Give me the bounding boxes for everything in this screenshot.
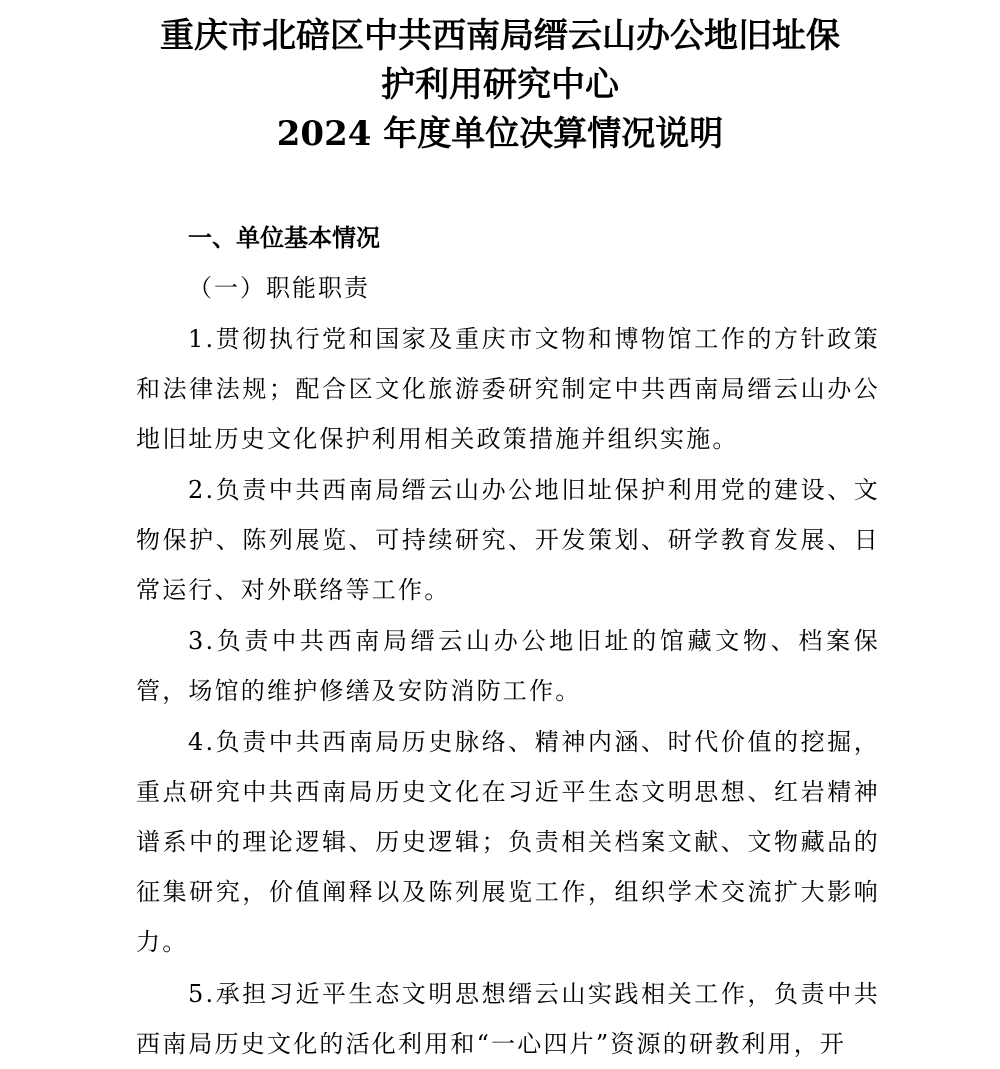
title-line-2: 护利用研究中心 — [381, 65, 619, 105]
paragraph-duty-4: 4.负责中共西南局历史脉络、精神内涵、时代价值的挖掘，重点研究中共西南局历史文化在习近平生态文明思想、红岩精神谱系中的理论逻辑、历史逻辑；负责相关档案文献、文物藏品的征集研究，价值阐释以及陈列展览工作，组织学术交流扩大影响力。 — [136, 728, 880, 956]
subsection-heading-duties: （一）职能职责 — [188, 274, 370, 302]
title-line-1: 重庆市北碚区中共西南局缙云山办公地旧址保 — [160, 16, 840, 56]
paragraph-duty-1: 1.贯彻执行党和国家及重庆市文物和博物馆工作的方针政策和法律法规；配合区文化旅游委研究制定中共西南局缙云山办公地旧址历史文化保护利用相关政策措施并组织实施。 — [136, 325, 880, 453]
paragraph-duty-3: 3.负责中共西南局缙云山办公地旧址的馆藏文物、档案保管，场馆的维护修缮及安防消防工作。 — [136, 627, 880, 705]
title-line-3: 2024 年度单位决算情况说明 — [276, 114, 724, 154]
section-heading-basic-info: 一、单位基本情况 — [188, 224, 380, 252]
paragraph-duty-2: 2.负责中共西南局缙云山办公地旧址保护利用党的建设、文物保护、陈列展览、可持续研究、开发策划、研学教育发展、日常运行、对外联络等工作。 — [136, 476, 880, 604]
paragraph-duty-5: 5.承担习近平生态文明思想缙云山实践相关工作，负责中共西南局历史文化的活化利用和“一心四片”资源的研教利用，开 — [136, 980, 880, 1058]
